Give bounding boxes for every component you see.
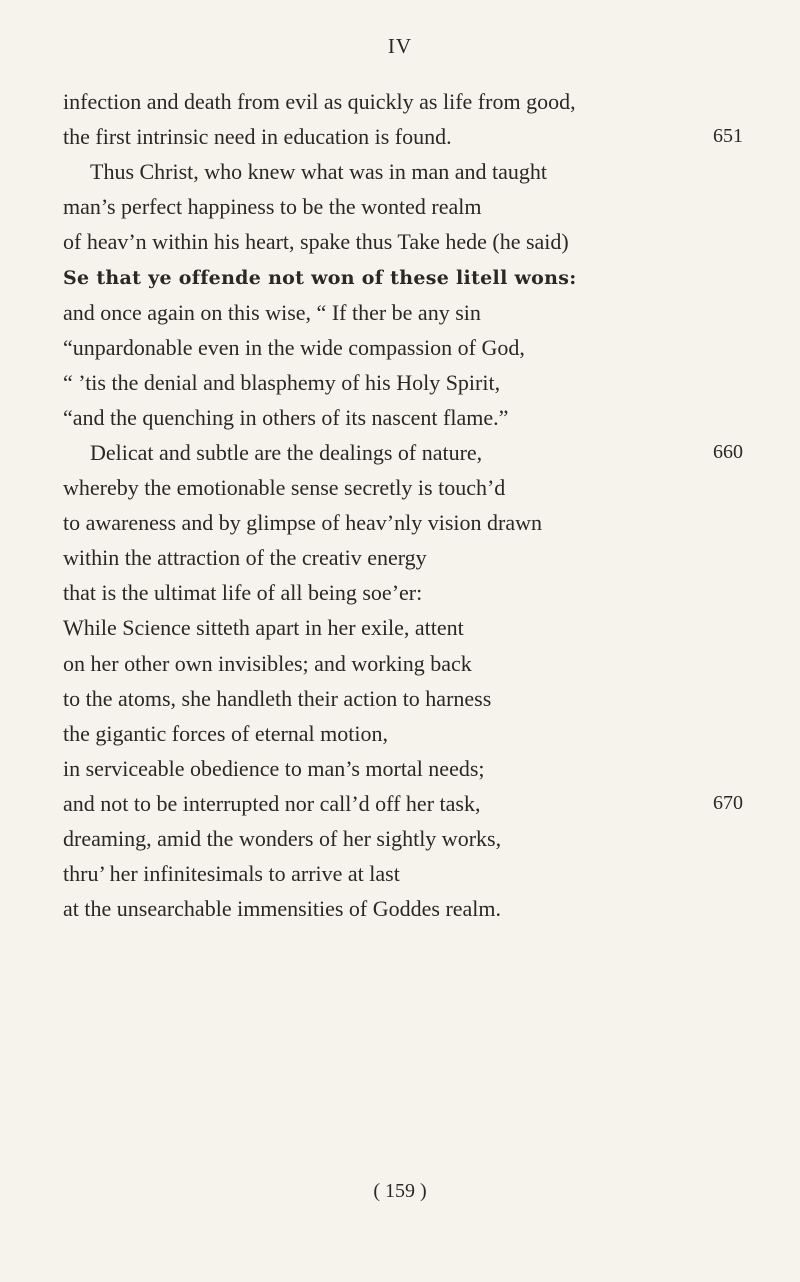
line-number: 670 [713,791,743,814]
verse-text: Delicat and subtle are the dealings of nature, [90,439,483,465]
verse-text: and not to be interrupted nor call’d off her task, [63,790,481,816]
verse-text: “and the quenching in others of its nascent flame.” [63,404,509,430]
verse-text: the gigantic forces of eternal motion, [63,720,388,746]
verse-text: of heav’n within his heart, spake thus Take hede (he said) [63,229,569,255]
verse-text: to awareness and by glimpse of heav’nly vision drawn [63,510,542,536]
line-number: 651 [713,125,743,148]
verse-text: thru’ her infinitesimals to arrive at last [63,861,400,887]
page-number: ( 159 ) [373,1180,427,1202]
verse-line [63,330,703,365]
verse-line [63,716,703,751]
verse-text: and once again on this wise, “ If ther be any sin [63,299,481,325]
verse-line [63,646,703,681]
verse-text: to the atoms, she handleth their action to harness [63,685,492,711]
verse-line [63,821,703,856]
verse-text: While Science sitteth apart in her exile, attent [63,615,464,641]
verse-line [63,575,703,610]
verse-text: Thus Christ, who knew what was in man and taught [90,159,548,185]
verse-text: “unpardonable even in the wide compassion of God, [63,334,525,360]
verse-line [63,119,743,154]
verse-line [63,259,703,294]
verse-line [63,856,703,891]
verse-line [63,400,703,435]
verse-line [63,154,703,189]
verse-line [63,224,703,259]
verse-text: that is the ultimat life of all being soe’er: [63,580,423,606]
verse-line [63,610,703,645]
verse-line [63,681,703,716]
verse-line [63,786,743,821]
verse-text: within the attraction of the creativ energy [63,545,427,571]
poem-body [63,84,743,926]
verse-line [63,295,703,330]
verse-text: the first intrinsic need in education is found. [63,124,452,150]
verse-line [63,435,743,470]
verse-text: at the unsearchable immensities of Goddes realm. [63,896,502,922]
verse-line [63,365,703,400]
section-heading: IV [387,34,413,58]
verse-text: in serviceable obedience to man’s mortal needs; [63,755,485,781]
verse-line [63,470,703,505]
verse-text: whereby the emotionable sense secretly is touch’d [63,475,506,501]
verse-line [63,751,703,786]
verse-text: man’s perfect happiness to be the wonted realm [63,194,482,220]
line-number: 660 [713,440,743,463]
verse-line [63,189,703,224]
verse-text: “ ’tis the denial and blasphemy of his Holy Spirit, [63,369,501,395]
verse-text-blackletter: Se that ye offende not won of these litell wons: [63,267,577,290]
verse-line [63,505,703,540]
verse-text: infection and death from evil as quickly as life from good, [63,89,576,114]
verse-line [63,84,703,119]
verse-line [63,891,703,926]
verse-text: on her other own invisibles; and working back [63,650,472,676]
verse-line [63,540,703,575]
verse-text: dreaming, amid the wonders of her sightly works, [63,825,502,851]
